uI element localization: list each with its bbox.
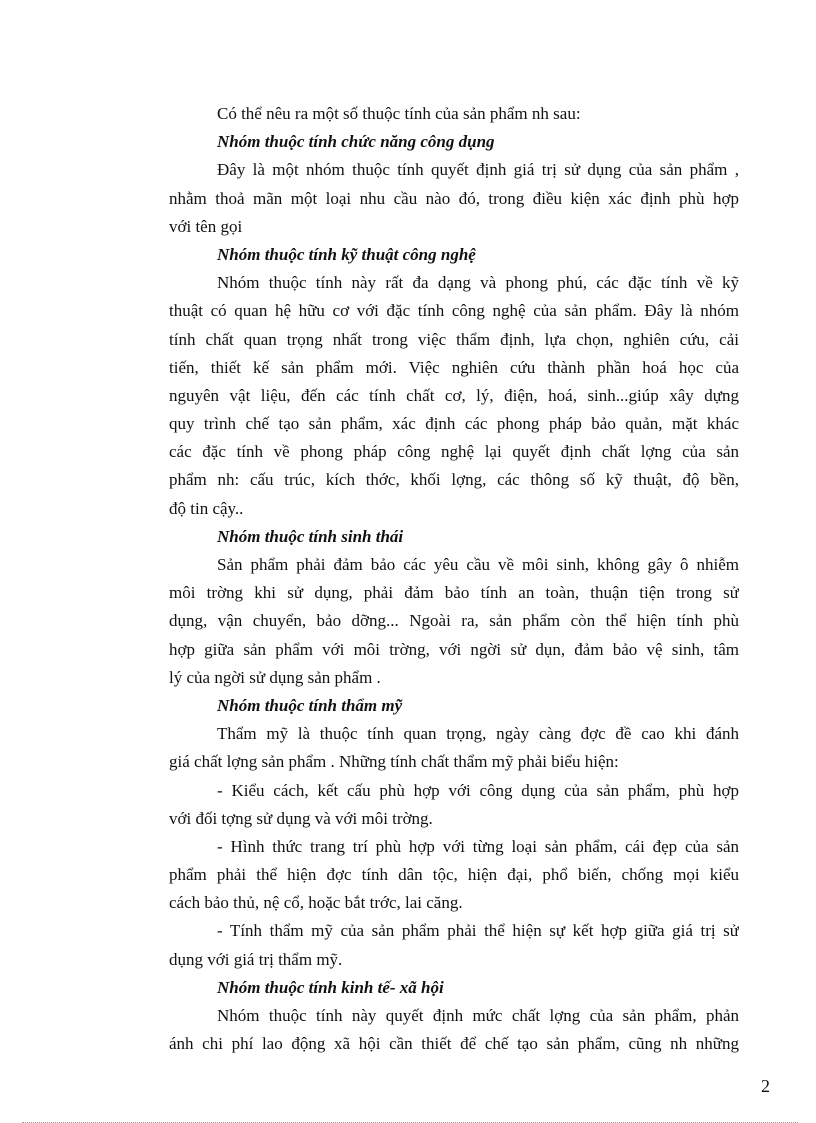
body-text [169,100,739,1058]
text-line: quy trình chế tạo sản phẩm, xác định các phong pháp bảo quản, mặt khác [169,414,739,434]
text-line: dụng với giá trị thẩm mỹ. [169,949,343,969]
section-heading: Nhóm thuộc tính kinh tế- xã hội [217,977,444,997]
text-line: Thẩm mỹ là thuộc tính quan trọng, ngày càng đợc đề cao khi đánh [217,724,739,744]
text-line: độ tin cậy.. [169,498,244,518]
text-line: hợp giữa sản phẩm với môi trờng, với ngời sử dụn, đảm bảo vệ sinh, tâm [169,639,739,659]
text-line: cách bảo thủ, nệ cổ, hoặc bắt trớc, lai căng. [169,893,463,913]
page-number: 2 [761,1076,770,1096]
text-line: Đây là một nhóm thuộc tính quyết định giá trị sử dụng của sản phẩm , [217,160,739,180]
text-line: dụng, vận chuyển, bảo dỡng... Ngoài ra, sản phẩm còn thể hiện tính phù [169,611,739,631]
text-line: phẩm phải thể hiện đợc tính dân tộc, hiện đại, phổ biến, chống mọi kiểu [169,865,739,885]
text-line: với đối tợng sử dụng và với môi trờng. [169,808,433,828]
section-heading: Nhóm thuộc tính kỹ thuật công nghệ [217,244,476,264]
text-line: - Tính thẩm mỹ của sản phẩm phải thể hiện sự kết hợp giữa giá trị sử [217,921,739,941]
text-line: nguyên vật liệu, đến các tính chất cơ, lý, điện, hoá, sinh...giúp xây dựng [169,385,739,405]
text-line: Nhóm thuộc tính này rất đa dạng và phong phú, các đặc tính về kỹ [217,273,739,293]
text-line: Có thể nêu ra một số thuộc tính của sản phẩm nh sau: [217,104,581,123]
text-line: - Hình thức trang trí phù hợp với từng loại sản phẩm, cái đẹp của sản [217,836,739,856]
text-line: - Kiểu cách, kết cấu phù hợp với công dụng của sản phẩm, phù hợp [217,780,739,800]
section-heading: Nhóm thuộc tính chức năng công dụng [217,132,495,152]
section-heading: Nhóm thuộc tính sinh thái [217,526,404,546]
text-line: nhằm thoả mãn một loại nhu cầu nào đó, trong điều kiện xác định phù hợp [169,188,739,208]
text-line: giá chất lợng sản phẩm . Những tính chất thẩm mỹ phải biểu hiện: [169,752,619,772]
text-line: phẩm nh: cấu trúc, kích thớc, khối lợng, các thông số kỹ thuật, độ bền, [169,470,739,490]
text-line: Nhóm thuộc tính này quyết định mức chất lợng của sản phẩm, phản [217,1006,739,1025]
section-heading: Nhóm thuộc tính thẩm mỹ [217,695,403,715]
text-line: môi trờng khi sử dụng, phải đảm bảo tính an toàn, thuận tiện trong sử [169,583,739,603]
text-line: lý của ngời sử dụng sản phẩm . [169,667,381,687]
text-line: các đặc tính về phong pháp công nghệ lại quyết định chất lợng của sản [169,442,739,462]
text-line: với tên gọi [169,216,243,236]
text-line: tiến, thiết kế sản phẩm mới. Việc nghiên cứu thành phần hoá học của [169,357,739,377]
text-line: thuật có quan hệ hữu cơ với đặc tính công nghệ của sản phẩm. Đây là nhóm [169,301,739,321]
text-line: ánh chi phí lao động xã hội cần thiết để chế tạo sản phẩm, cũng nh những [169,1034,739,1054]
text-line: Sản phẩm phải đảm bảo các yêu cầu về môi sinh, không gây ô nhiễm [217,555,739,574]
text-line: tính chất quan trọng nhất trong việc thẩm định, lựa chọn, nghiên cứu, cải [169,329,739,349]
